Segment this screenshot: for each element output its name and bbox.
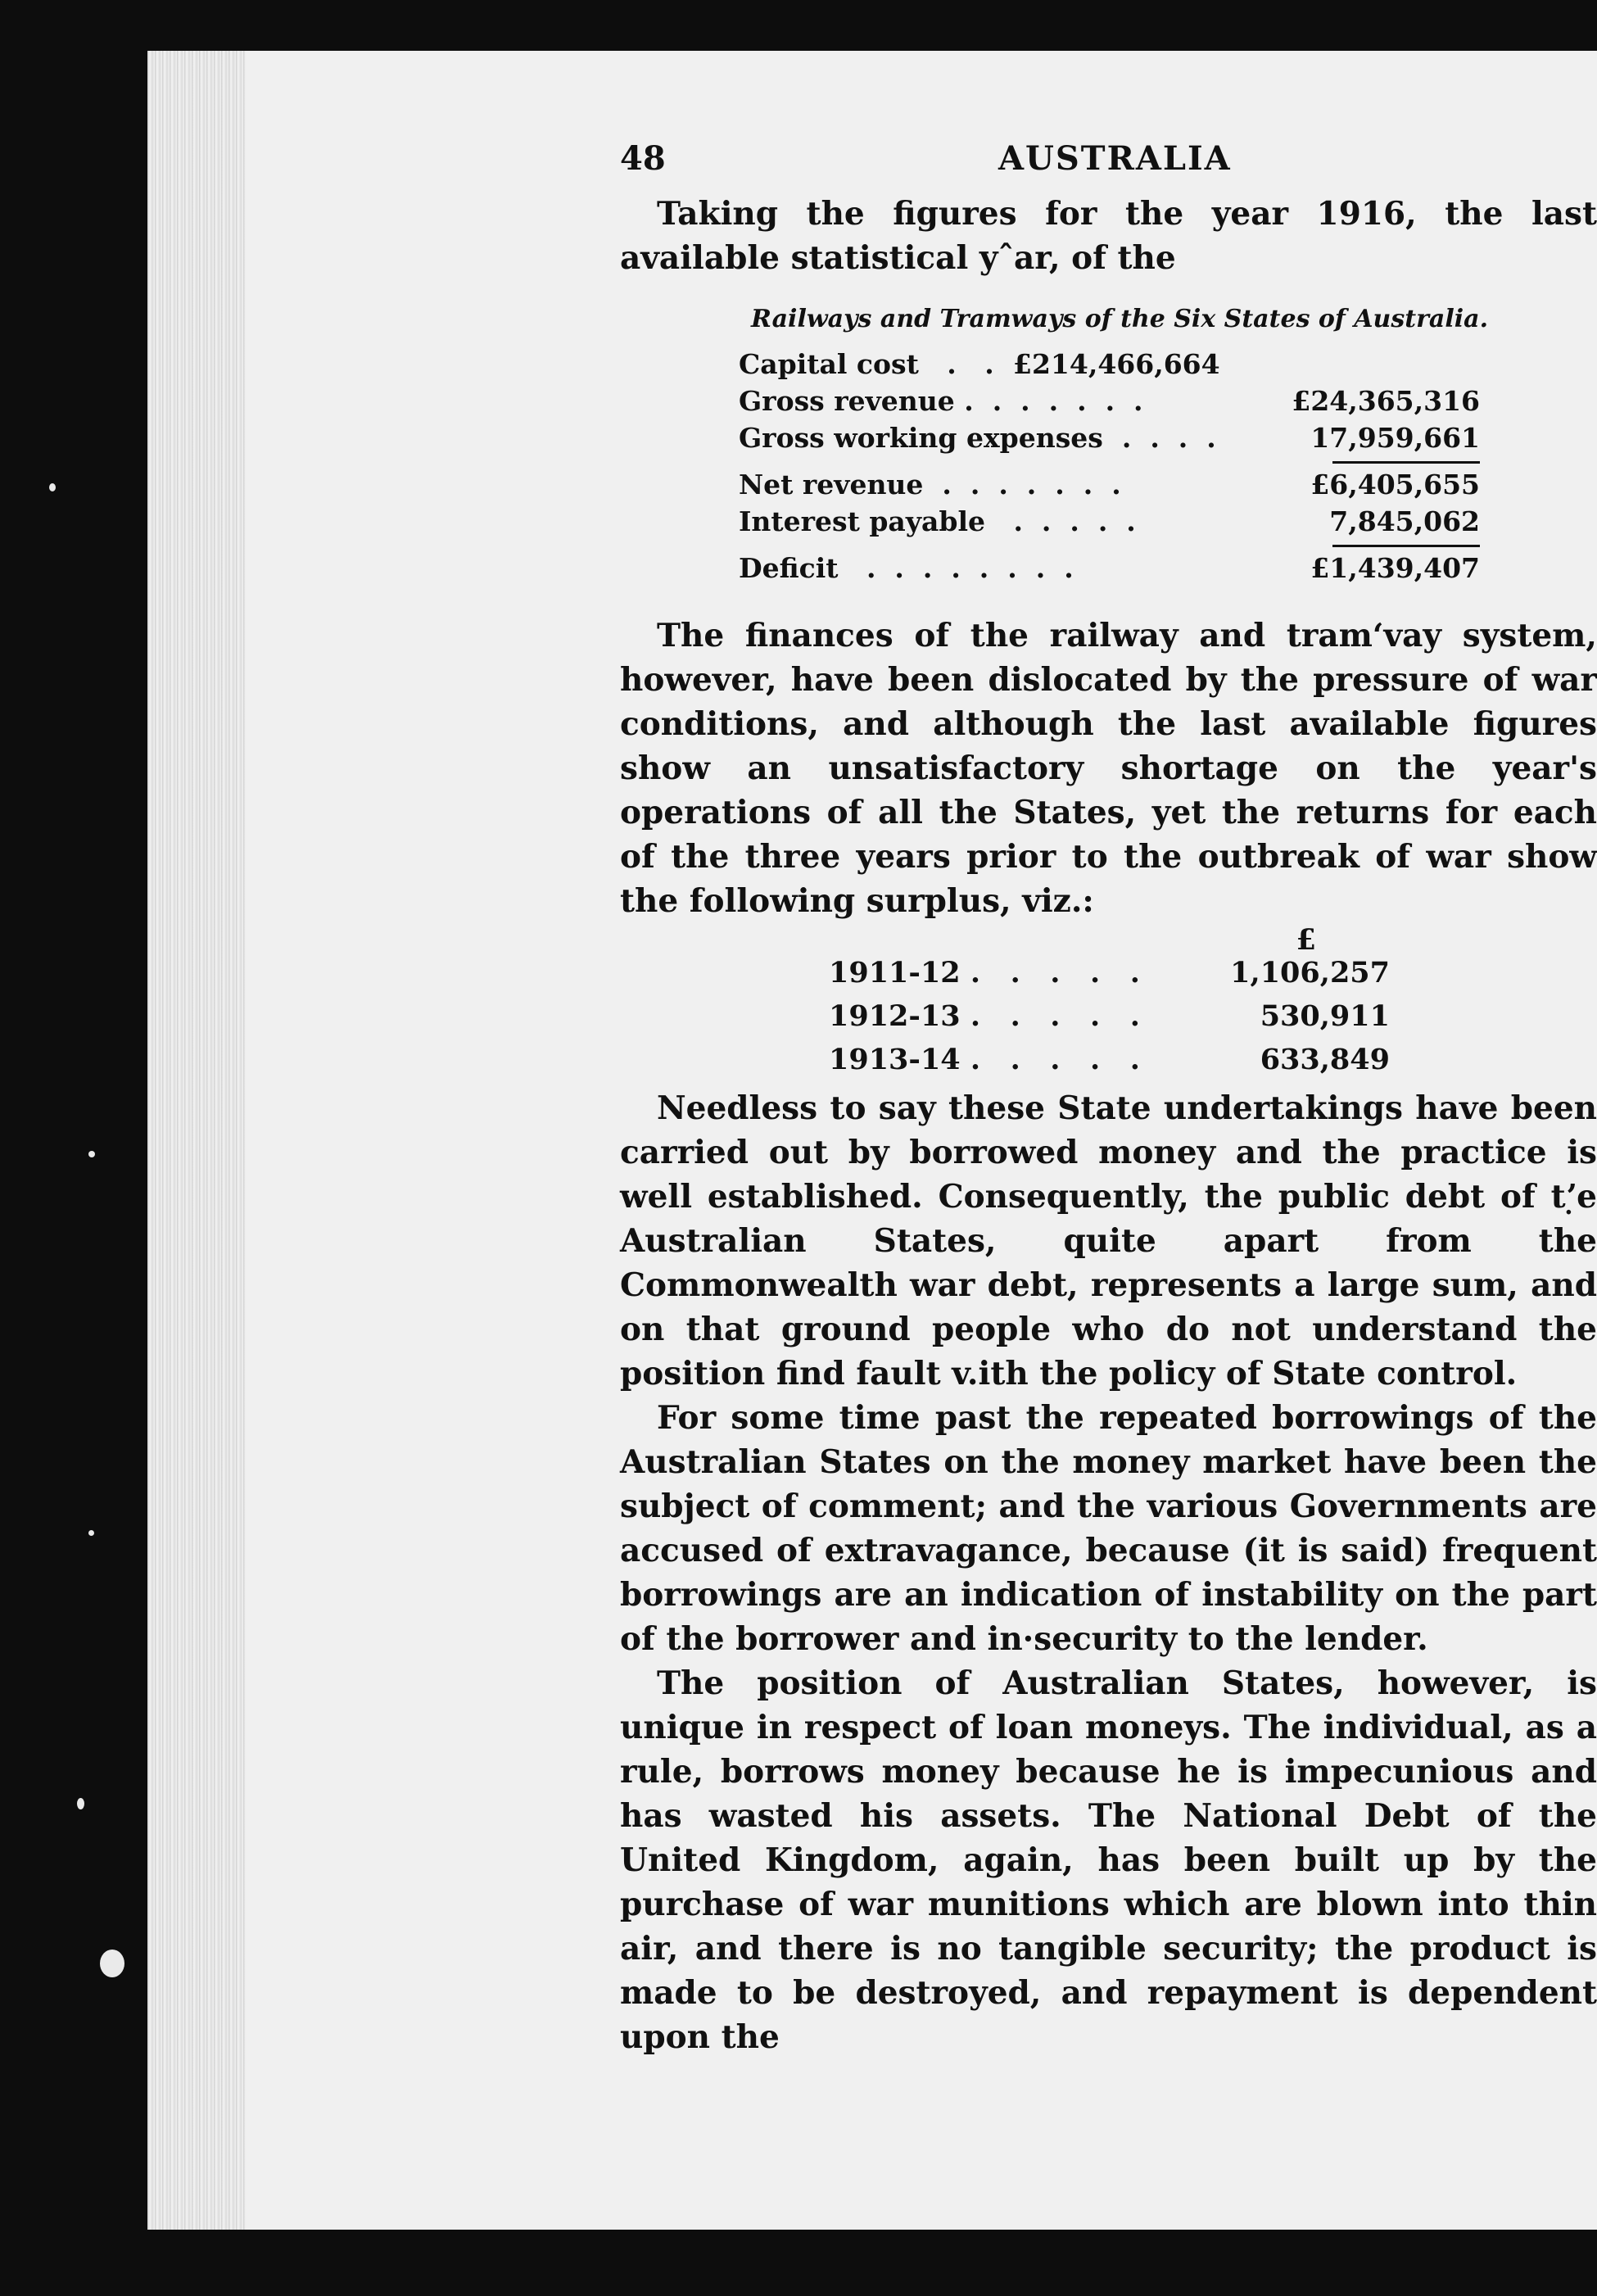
table-row bbox=[620, 956, 1597, 999]
row-label: Gross working expenses . . . . bbox=[739, 422, 1216, 454]
scan-speck bbox=[100, 1950, 124, 1977]
row-value: 1,106,257 bbox=[1230, 956, 1390, 989]
row-value: 530,911 bbox=[1260, 999, 1390, 1033]
intro-paragraph: Taking the figures for the year 1916, the last available statistical yˆar, of the bbox=[620, 195, 1597, 277]
row-label: 1911-12 . . . . . bbox=[829, 956, 1140, 989]
page-edge-shadow bbox=[147, 51, 246, 2230]
row-value: 17,959,661 bbox=[1310, 422, 1480, 454]
table-row bbox=[620, 422, 1597, 459]
row-label: Interest payable . . . . . bbox=[739, 505, 1136, 537]
finance-table bbox=[620, 348, 1597, 589]
row-label: Capital cost . . bbox=[739, 348, 994, 380]
body-paragraph: Needless to say these State undertakings have been carried out by borrowed money and the practice is well established. Consequently, the public debt of tʼ̣e Australian States, quite apart from the Commonwealth war debt, represents a large sum, and on that ground people who do not understand the position find fault v.ith the policy of State control. bbox=[620, 1089, 1597, 1393]
surplus-table bbox=[620, 923, 1597, 1086]
table-row bbox=[620, 469, 1597, 505]
row-value: £214,466,664 bbox=[1013, 348, 1220, 380]
scan-speck bbox=[88, 1530, 94, 1536]
page-title: AUSTRALIA bbox=[998, 139, 1232, 178]
row-label: 1913-14 . . . . . bbox=[829, 1043, 1140, 1076]
page-number: 48 bbox=[620, 139, 666, 178]
row-value: £1,439,407 bbox=[1310, 552, 1480, 584]
table-row bbox=[620, 348, 1597, 385]
scan-speck bbox=[77, 1798, 84, 1809]
running-header bbox=[620, 139, 1597, 192]
sum-rule bbox=[1332, 545, 1480, 547]
row-value: 7,845,062 bbox=[1329, 505, 1480, 537]
row-label: Net revenue . . . . . . . bbox=[739, 469, 1121, 500]
row-label: 1912-13 . . . . . bbox=[829, 999, 1140, 1033]
table-row bbox=[620, 1043, 1597, 1086]
body-paragraph: The position of Australian States, however, is unique in respect of loan moneys. The individual, as a rule, borrows money because he is impecunious and has wasted his assets. The National Debt of the United Kingdom, again, has been built up by the purchase of war munitions which are blown into thin air, and there is no tangible security; the product is made to be destroyed, and repayment is dependent upon the bbox=[620, 1664, 1597, 2056]
scan-speck bbox=[49, 483, 56, 491]
page-content bbox=[620, 139, 1597, 2059]
table-row bbox=[620, 999, 1597, 1043]
body-paragraph: The finances of the railway and tramʻvay system, however, have been dislocated by the pressure of war conditions, and although the last available figures show an unsatisfactory shortage on the year's operations of all the States, yet the returns for each of the three years prior to the outbreak of war show the following surplus, viz.: bbox=[620, 617, 1597, 920]
table-row bbox=[620, 385, 1597, 422]
table-row bbox=[620, 505, 1597, 542]
scan-speck bbox=[88, 1151, 95, 1157]
table-caption: Railways and Tramways of the Six States of Australia. bbox=[751, 305, 1489, 333]
row-value: 633,849 bbox=[1260, 1043, 1390, 1076]
body-paragraph: For some time past the repeated borrowings of the Australian States on the money market have been the subject of comment; and the various Governments are accused of extravagance, because (it is said) frequent borrowings are an indication of instability on the part of the borrower and in·security to the lender. bbox=[620, 1399, 1597, 1658]
row-label: Gross revenue . . . . . . . bbox=[739, 385, 1143, 417]
currency-header-row bbox=[620, 923, 1597, 956]
sum-rule bbox=[1332, 461, 1480, 464]
currency-symbol: £ bbox=[1296, 923, 1316, 957]
row-label: Deficit . . . . . . . . bbox=[739, 552, 1074, 584]
row-value: £6,405,655 bbox=[1310, 469, 1480, 500]
row-value: £24,365,316 bbox=[1292, 385, 1480, 417]
table-row bbox=[620, 552, 1597, 589]
